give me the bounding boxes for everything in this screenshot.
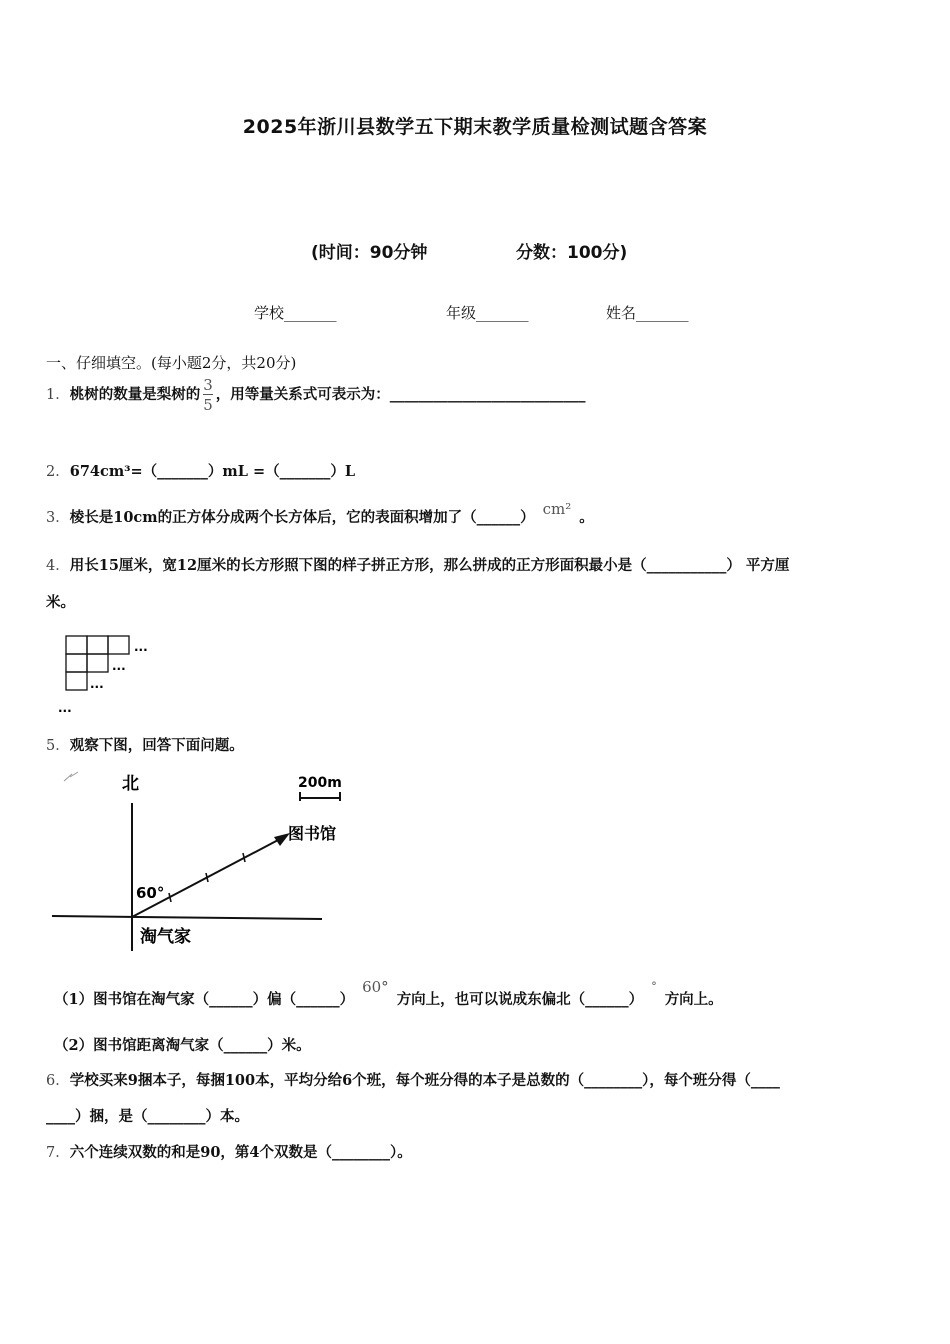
question-7 xyxy=(46,1141,412,1162)
question-text: 方向上，也可以说成东偏北（______） xyxy=(396,991,644,1008)
question-number: 1． xyxy=(46,387,70,403)
scale-label: 200m xyxy=(298,775,342,791)
question-6-continued: ____）捆，是（________）本。 xyxy=(46,1108,249,1125)
exam-time: (时间：90分钟 xyxy=(311,243,428,263)
direction-map-figure xyxy=(50,765,370,955)
question-text: 观察下图，回答下面问题。 xyxy=(69,737,244,754)
dots-label: ... xyxy=(112,659,126,673)
school-field: 学校_______ xyxy=(254,304,337,322)
question-text: 六个连续双数的和是90，第4个双数是（________）。 xyxy=(69,1144,412,1161)
question-text: 方向上。 xyxy=(664,991,723,1008)
angle-label: 60° xyxy=(136,884,165,902)
dots-label: ... xyxy=(134,640,148,654)
question-text: 棱长是10cm的正方体分成两个长方体后，它的表面积增加了（______） xyxy=(69,509,535,526)
east-west-axis xyxy=(52,916,322,919)
question-6 xyxy=(46,1069,780,1090)
question-4-continued: 米。 xyxy=(46,594,75,611)
question-number: 2． xyxy=(46,464,70,480)
library-label: 图书馆 xyxy=(288,824,337,843)
question-text: （1）图书馆在淘气家（______）偏（______） xyxy=(54,991,355,1008)
home-label: 淘气家 xyxy=(140,927,191,947)
degree-mark: ° xyxy=(651,980,657,993)
question-4 xyxy=(46,554,789,575)
fraction-numerator: 3 xyxy=(203,376,213,394)
exam-score: 分数：100分) xyxy=(516,243,628,263)
question-3 xyxy=(46,500,594,527)
question-5-part-1 xyxy=(54,978,723,1009)
question-1 xyxy=(46,376,586,414)
fraction-denominator: 5 xyxy=(203,396,213,414)
angle-value: 60° xyxy=(362,978,389,996)
question-end: 。 xyxy=(579,509,594,526)
north-label: 北 xyxy=(122,774,139,794)
question-number: 6． xyxy=(46,1073,70,1089)
unit-label: cm² xyxy=(542,500,572,518)
question-text: 学校买来9捆本子，每捆100本，平均分给6个班，每个班分得的本子是总数的（________），每个班分得（____ xyxy=(69,1072,780,1089)
fraction xyxy=(203,376,213,414)
question-text: ，用等量关系式可表示为：___________________________ xyxy=(215,386,586,403)
question-text: 674cm³=（_______）mL =（_______）L xyxy=(69,463,356,480)
question-5-part-2: （2）图书馆距离淘气家（______）米。 xyxy=(54,1037,311,1054)
name-field: 姓名_______ xyxy=(606,304,689,322)
question-number: 7． xyxy=(46,1145,70,1161)
question-text: 桃树的数量是梨树的 xyxy=(69,386,201,403)
question-5 xyxy=(46,734,244,755)
rectangle-staircase-figure xyxy=(56,632,166,720)
section-heading: 一、仔细填空。(每小题2分，共20分) xyxy=(46,354,297,372)
question-number: 3． xyxy=(46,510,70,526)
grade-field: 年级_______ xyxy=(446,304,529,322)
dots-label: ... xyxy=(58,701,72,715)
question-2 xyxy=(46,460,355,481)
direction-line xyxy=(132,839,280,917)
page-title: 2025年浙川县数学五下期末教学质量检测试题含答案 xyxy=(242,116,708,138)
question-number: 5． xyxy=(46,738,70,754)
question-text: 用长15厘米，宽12厘米的长方形照下图的样子拼正方形，那么拼成的正方形面积最小是（___________） 平方厘 xyxy=(69,557,790,574)
dots-label: ... xyxy=(90,677,104,691)
question-number: 4． xyxy=(46,558,70,574)
